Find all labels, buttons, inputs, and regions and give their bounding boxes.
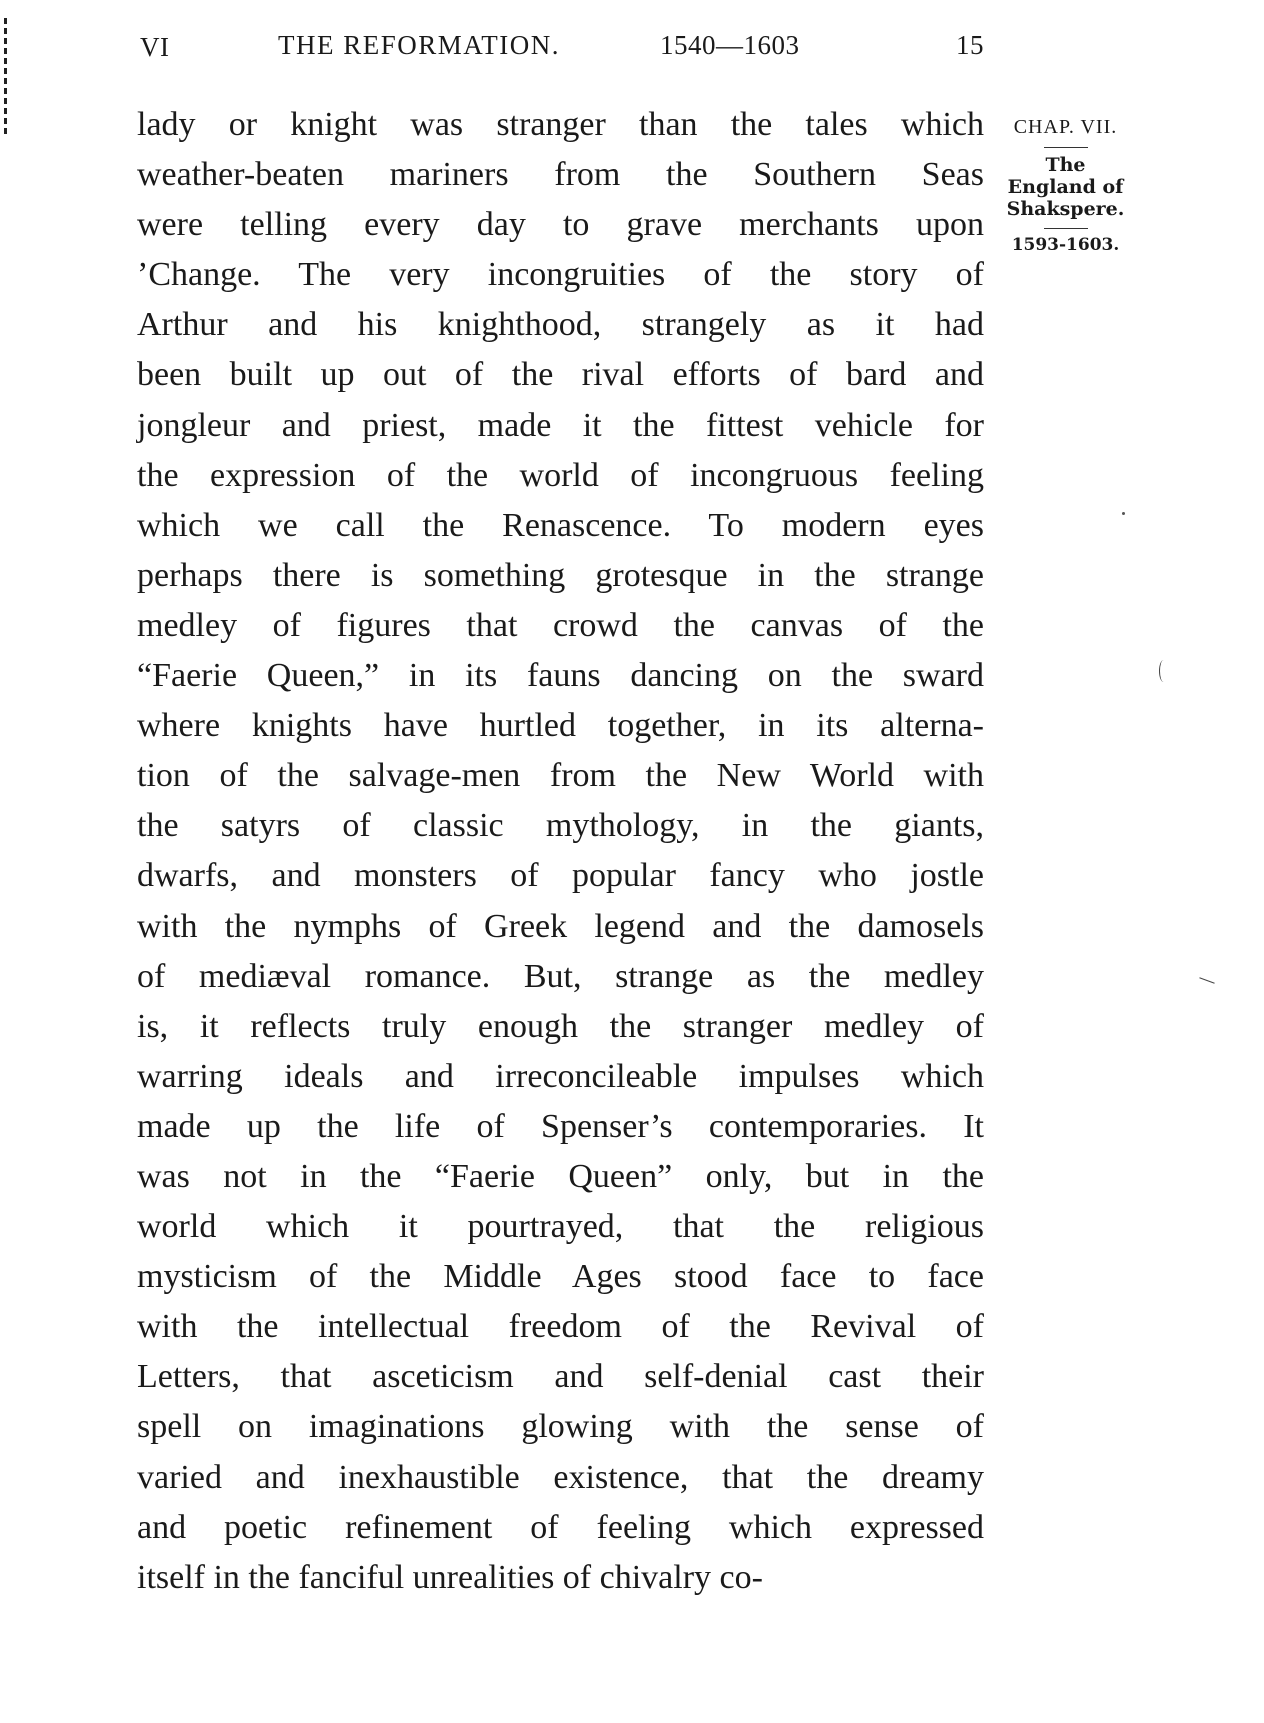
text-line: spell on imaginations glowing with the sense of bbox=[137, 1408, 984, 1446]
margin-chapter: CHAP. VII. bbox=[1013, 116, 1118, 138]
text-line: jongleur and priest, made it the fittest vehicle for bbox=[137, 406, 984, 444]
margin-divider bbox=[1044, 228, 1088, 229]
text-line: been built up out of the rival efforts of bard and bbox=[137, 356, 984, 394]
marginal-note bbox=[993, 116, 1138, 255]
binding-edge-mark bbox=[4, 18, 7, 138]
scan-speck bbox=[1159, 660, 1168, 682]
header-dates: 1540—1603 bbox=[660, 30, 800, 60]
text-line: with the intellectual freedom of the Revival of bbox=[137, 1308, 984, 1346]
text-line: weather-beaten mariners from the Southern Seas bbox=[137, 156, 984, 194]
text-line: Letters, that asceticism and self-denial cast their bbox=[137, 1358, 984, 1396]
text-line: mysticism of the Middle Ages stood face to face bbox=[137, 1258, 984, 1296]
text-line: “Faerie Queen,” in its fauns dancing on the sward bbox=[137, 657, 984, 695]
text-line: the expression of the world of incongruous feeling bbox=[137, 456, 984, 494]
text-line: with the nymphs of Greek legend and the damosels bbox=[137, 907, 984, 945]
text-line: which we call the Renascence. To modern eyes bbox=[137, 506, 984, 544]
text-line: lady or knight was stranger than the tales which bbox=[137, 106, 984, 143]
text-line: ’Change. The very incongruities of the story of bbox=[137, 256, 984, 294]
text-line: tion of the salvage-men from the New World with bbox=[137, 757, 984, 795]
text-line: the satyrs of classic mythology, in the giants, bbox=[137, 807, 984, 845]
text-line: varied and inexhaustible existence, that the dreamy bbox=[137, 1458, 984, 1496]
text-line: medley of figures that crowd the canvas of the bbox=[137, 606, 984, 644]
text-line: were telling every day to grave merchants upon bbox=[137, 206, 984, 244]
margin-subject-line: England of bbox=[1007, 176, 1124, 198]
text-line: is, it reflects truly enough the stranger medley of bbox=[137, 1007, 984, 1045]
body-text bbox=[137, 100, 984, 1603]
text-line: Arthur and his knighthood, strangely as it had bbox=[137, 306, 984, 344]
header-title: THE REFORMATION. bbox=[278, 30, 561, 60]
running-header bbox=[140, 30, 984, 70]
margin-divider bbox=[1044, 147, 1088, 148]
text-line: warring ideals and irreconcileable impulses which bbox=[137, 1057, 984, 1095]
page-number: 15 bbox=[956, 30, 984, 60]
margin-subject-line: Shakspere. bbox=[1006, 198, 1125, 220]
margin-dates: 1593-1603. bbox=[1011, 235, 1120, 255]
margin-subject-line: The bbox=[1045, 154, 1086, 176]
text-line: where knights have hurtled together, in its alterna- bbox=[137, 707, 984, 745]
text-line: and poetic refinement of feeling which expressed bbox=[137, 1508, 984, 1546]
text-line: made up the life of Spenser’s contemporaries. It bbox=[137, 1107, 984, 1145]
scan-speck bbox=[1199, 977, 1214, 983]
scan-speck bbox=[1122, 512, 1125, 515]
text-line: dwarfs, and monsters of popular fancy who jostle bbox=[137, 857, 984, 895]
text-line: was not in the “Faerie Queen” only, but in the bbox=[137, 1157, 984, 1195]
text-line: world which it pourtrayed, that the religious bbox=[137, 1208, 984, 1246]
text-line: of mediæval romance. But, strange as the medley bbox=[137, 957, 984, 995]
text-line: perhaps there is something grotesque in the strange bbox=[137, 556, 984, 594]
text-line: itself in the fanciful unrealities of chivalry co- bbox=[137, 1558, 763, 1596]
header-book-number: VI bbox=[140, 32, 170, 62]
